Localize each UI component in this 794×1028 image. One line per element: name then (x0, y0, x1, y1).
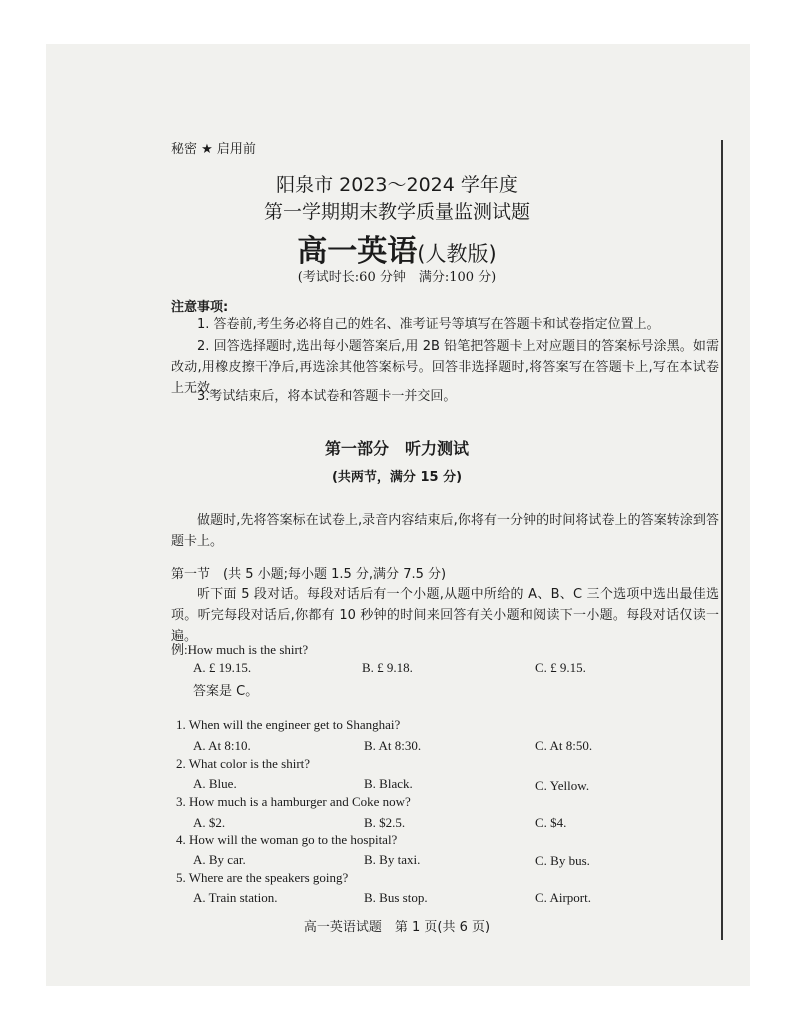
example-option-a: A. £ 19.15. (193, 660, 252, 675)
example-question: 例:How much is the shirt? (171, 642, 309, 657)
question-5-option-a: A. Train station. (193, 890, 278, 905)
question-1-option-a: A. At 8:10. (193, 738, 251, 753)
part1-title: 第一部分 听力测试 (324, 439, 469, 458)
page-footer: 高一英语试题 第 1 页(共 6 页) (303, 920, 491, 935)
question-5: 5. Where are the speakers going? (176, 870, 349, 885)
question-2: 2. What color is the shirt? (176, 756, 311, 771)
subject-name: 高一英语 (297, 234, 418, 269)
question-2-option-b: B. Black. (364, 776, 413, 791)
question-1: 1. When will the engineer get to Shanghai? (176, 717, 401, 732)
question-5-option-b: B. Bus stop. (364, 890, 428, 905)
question-4: 4. How will the woman go to the hospital? (176, 832, 398, 847)
exam-title-line1: 阳泉市 2023～2024 学年度 (276, 174, 518, 196)
question-4-option-a: A. By car. (193, 852, 246, 867)
question-4-option-b: B. By taxi. (364, 852, 421, 867)
notice-item-3: 3.考试结束后，将本试卷和答题卡一并交回。 (197, 389, 457, 404)
question-4-option-c: C. By bus. (535, 853, 590, 868)
notice-title: 注意事项: (171, 300, 229, 315)
subject-edition: (人教版) (417, 242, 497, 266)
question-3-option-b: B. $2.5. (364, 815, 406, 830)
question-3-option-a: A. $2. (193, 815, 226, 830)
example-answer: 答案是 C。 (193, 684, 259, 699)
example-option-b: B. £ 9.18. (362, 660, 413, 675)
notice-item-2: 2. 回答选择题时,选出每小题答案后,用 2B 铅笔把答题卡上对应题目的答案标号涂黑。如需改动,用橡皮擦干净后,再选涂其他答案标号。回答非选择题时,将答案写在答题卡上,写在本试卷上无效。 (171, 339, 719, 396)
section1-instruction: 听下面 5 段对话。每段对话后有一个小题,从题中所给的 A、B、C 三个选项中选出最佳选项。听完每段对话后,你都有 10 秒钟的时间来回答有关小题和阅读下一小题。每段对话仅读一遍。 (171, 587, 719, 644)
question-2-option-a: A. Blue. (193, 776, 237, 791)
exam-duration: (考试时长:60 分钟 满分:100 分) (297, 270, 497, 285)
notice-item-1: 1. 答卷前,考生务必将自己的姓名、准考证号等填写在答题卡和试卷指定位置上。 (197, 317, 660, 332)
part1-subtitle: (共两节，满分 15 分) (331, 470, 463, 485)
question-3-option-c: C. $4. (535, 815, 567, 830)
question-2-option-c: C. Yellow. (535, 778, 590, 793)
secret-label: 秘密 ★ 启用前 (171, 142, 256, 157)
exam-title-line2: 第一学期期末教学质量监测试题 (263, 201, 530, 223)
question-5-option-c: C. Airport. (535, 890, 591, 905)
example-option-c: C. £ 9.15. (535, 660, 586, 675)
subject-title (0, 226, 794, 270)
section1-heading: 第一节 (共 5 小题;每小题 1.5 分,满分 7.5 分) (171, 567, 447, 582)
question-3: 3. How much is a hamburger and Coke now? (176, 794, 411, 809)
question-1-option-b: B. At 8:30. (364, 738, 422, 753)
part1-instruction: 做题时,先将答案标在试卷上,录音内容结束后,你将有一分钟的时间将试卷上的答案转涂到答题卡上。 (171, 513, 719, 549)
question-1-option-c: C. At 8:50. (535, 738, 593, 753)
